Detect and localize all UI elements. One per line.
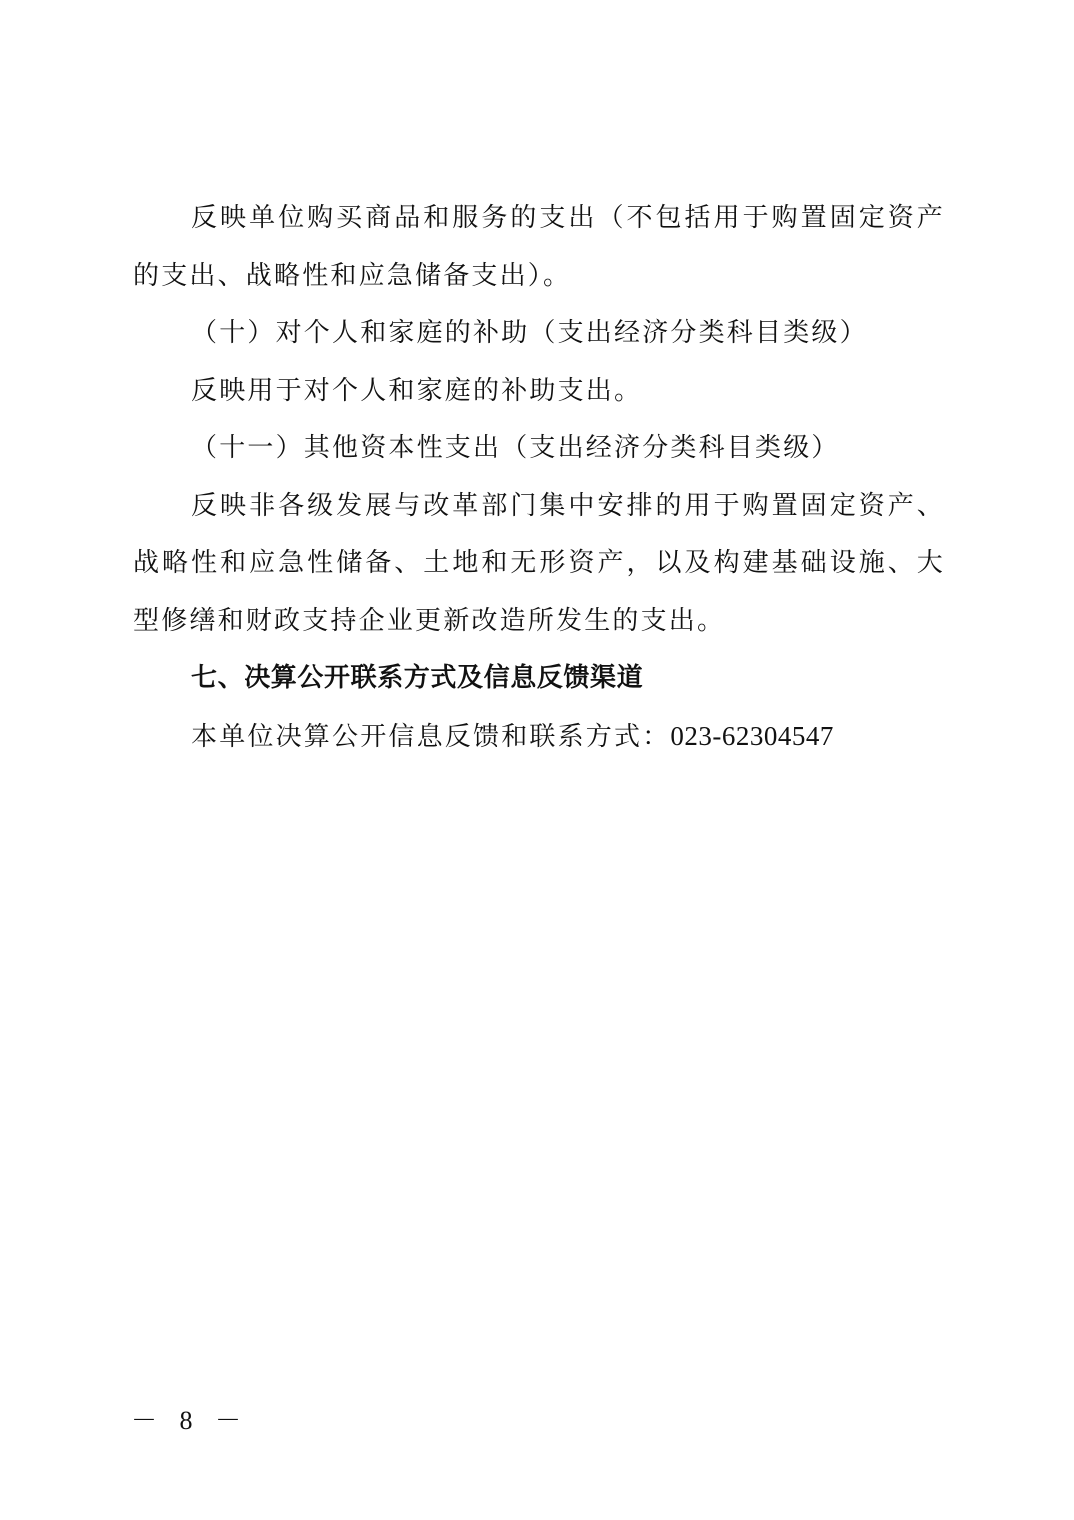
item-10-title: （十）对个人和家庭的补助（支出经济分类科目类级）	[191, 318, 868, 348]
contact-phone-number: 023-62304547	[670, 720, 834, 751]
contact-line	[133, 708, 945, 767]
item-10-description: 反映用于对个人和家庭的补助支出。	[191, 375, 643, 406]
section-7-heading: 七、决算公开联系方式及信息反馈渠道	[191, 663, 644, 693]
goods-services-description: 反映单位购买商品和服务的支出（不包括用于购置固定资产的支出、战略性和应急储备支出）。	[133, 203, 945, 291]
page-number: － 8 －	[131, 1406, 250, 1435]
contact-label: 本单位决算公开信息反馈和联系方式：	[191, 721, 671, 752]
item-11-title: （十一）其他资本性支出（支出经济分类科目类级）	[191, 433, 840, 463]
document-body	[133, 190, 945, 766]
item-11-description: 反映非各级发展与改革部门集中安排的用于购置固定资产、战略性和应急性储备、土地和无形资产，以及构建基础设施、大型修缮和财政支持企业更新改造所发生的支出。	[133, 490, 945, 636]
